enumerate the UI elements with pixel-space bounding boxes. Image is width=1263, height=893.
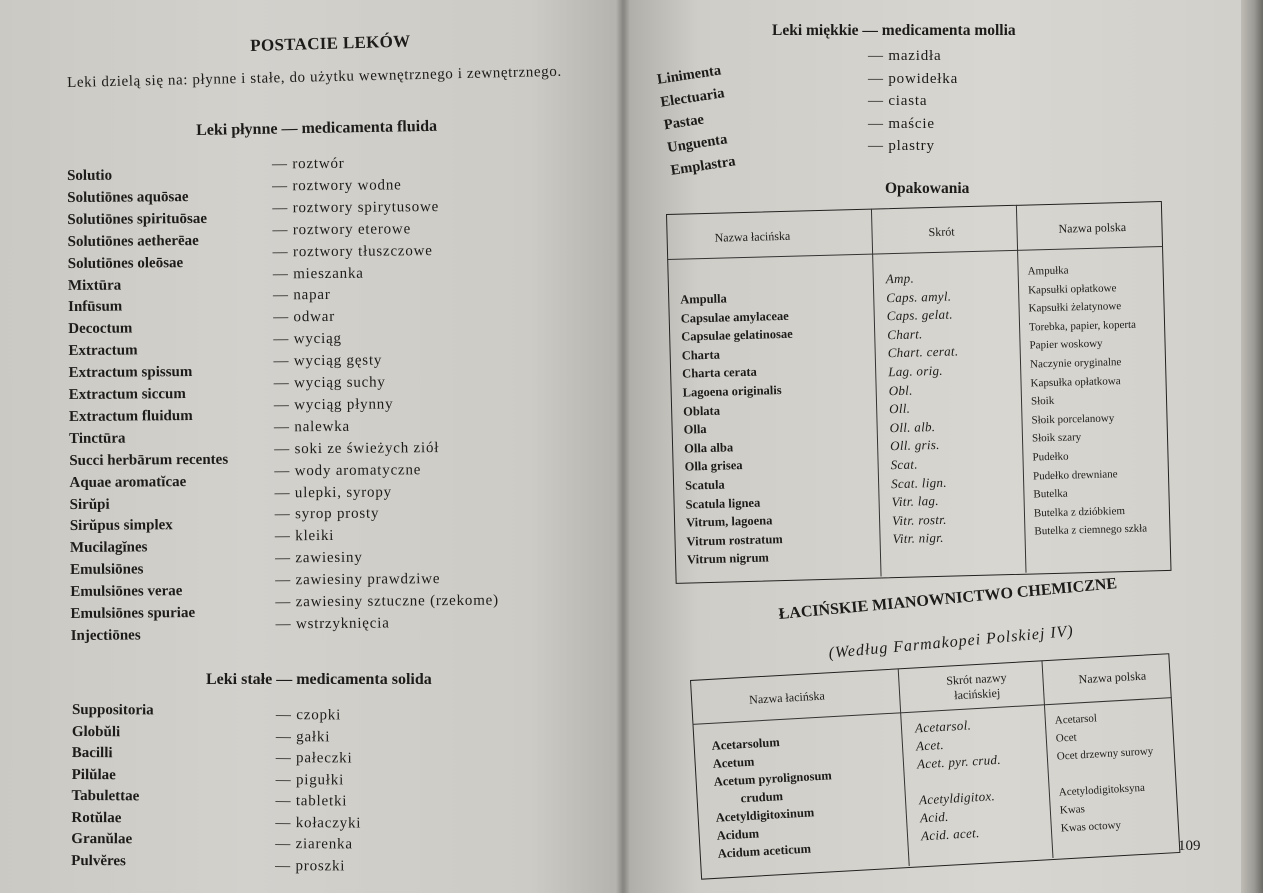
solid-polish-translation: — pigułki (275, 771, 345, 788)
chem-header-latin: Nazwa łacińska (748, 688, 826, 707)
packaging-abbr-cell: Chart. cerat. (887, 343, 959, 361)
fluid-latin-term: Sirŭpus simplex (69, 517, 173, 535)
solid-latin-term: Tabulettae (71, 787, 140, 805)
packaging-polish-cell: Pudełko drewniane (1032, 467, 1118, 483)
fluid-polish-translation: — roztwór (271, 155, 345, 173)
chem-polish-cell: Acetarsol (1054, 712, 1098, 727)
fluid-latin-term: Emulsiōnes verae (70, 583, 183, 601)
packaging-latin-cell: Olla grisea (684, 458, 743, 474)
solid-heading: Leki stałe — medicamenta solida (206, 671, 432, 688)
soft-latin-term: Unguenta (666, 131, 729, 157)
packaging-latin-cell: Olla alba (683, 440, 734, 456)
packaging-header-polish: Nazwa polska (1058, 219, 1127, 236)
packaging-abbr-cell: Caps. amyl. (886, 288, 952, 305)
fluid-heading: Leki płynne — medicamenta fluida (196, 117, 438, 139)
packaging-polish-cell: Słoik porcelanowy (1031, 412, 1115, 427)
packaging-polish-cell: Słoik szary (1031, 431, 1082, 445)
chem-polish-cell: Ocet (1055, 731, 1077, 745)
chem-latin-cell: Acidum (716, 826, 760, 843)
packaging-abbr-cell: Amp. (885, 270, 915, 287)
page-title: POSTACIE LEKÓW (250, 31, 411, 55)
solid-polish-translation: — kołaczyki (275, 814, 362, 832)
soft-polish-translation: — maście (868, 115, 935, 132)
solid-polish-translation: — tabletki (275, 793, 348, 810)
solid-polish-translation: — pałeczki (275, 750, 353, 767)
soft-latin-term: Linimenta (656, 62, 723, 88)
chem-latin-col (711, 730, 836, 862)
chem-latin-cell: Acetarsolum (711, 735, 781, 753)
packaging-table (666, 201, 1172, 584)
packaging-header-abbr: Skrót (928, 224, 955, 240)
packaging-polish-cell: Słoik (1030, 395, 1055, 408)
fluid-latin-term: Extractum spissum (68, 364, 193, 382)
solid-polish-translation: — gałki (275, 728, 331, 745)
packaging-abbr-cell: Scat. lign. (890, 474, 947, 491)
fluid-latin-term: Tinctūra (69, 430, 126, 447)
fluid-latin-term: Decoctum (68, 320, 133, 338)
packaging-abbr-cell: Caps. gelat. (886, 306, 953, 324)
chem-abbr-cell: Acet. (915, 736, 945, 754)
fluid-polish-translation: — napar (272, 287, 331, 304)
chem-table (690, 653, 1180, 879)
chem-abbr-cell: Acid. acet. (920, 825, 980, 844)
fluid-latin-term: Solutiōnes aquōsae (67, 188, 189, 206)
packaging-abbr-col (886, 268, 964, 549)
packaging-abbr-cell: Lag. orig. (888, 362, 944, 380)
fluid-polish-translation: — wyciąg (273, 331, 342, 348)
packaging-abbr-cell: Oll. alb. (889, 418, 936, 435)
packaging-latin-cell: Scatula (684, 477, 725, 493)
soft-latin-term: Electuaria (659, 85, 726, 111)
fluid-latin-term: Infūsum (68, 298, 123, 316)
chem-polish-cell: Kwas octowy (1060, 819, 1122, 835)
chem-header-polish: Nazwa polska (1078, 668, 1147, 687)
chem-latin-cell: Acetyldigitoxinum (715, 805, 815, 825)
packaging-polish-cell: Ampułka (1027, 264, 1069, 278)
left-page (0, 0, 624, 893)
packaging-abbr-cell: Obl. (888, 382, 913, 398)
chem-latin-cell: crudum (740, 789, 784, 806)
solid-latin-term: Granŭlae (71, 830, 133, 848)
fluid-latin-term: Extractum (68, 342, 138, 360)
soft-polish-translation: — mazidła (868, 48, 942, 64)
fluid-polish-translation: — syrop prosty (274, 505, 380, 523)
soft-polish-translation: — ciasta (868, 93, 928, 109)
packaging-latin-cell: Vitrum rostratum (686, 531, 783, 549)
fluid-latin-term: Solutiōnes spirituōsae (67, 210, 208, 228)
packaging-polish-cell: Kapsułki opłatkowe (1027, 281, 1117, 297)
soft-latin-term: Pastae (662, 111, 705, 134)
right-page (624, 0, 1241, 893)
solid-polish-translation: — czopki (275, 707, 342, 724)
fluid-polish-translation: — ulepki, syropy (274, 483, 392, 501)
packaging-header-latin: Nazwa łacińska (714, 228, 791, 245)
solid-latin-term: Pulvĕres (71, 852, 126, 869)
page-edges (1241, 0, 1263, 893)
packaging-polish-col (1027, 260, 1147, 542)
packaging-abbr-cell: Vitr. rostr. (891, 511, 947, 528)
solid-latin-term: Rotŭlae (71, 809, 122, 826)
packaging-abbr-cell: Vitr. nigr. (892, 530, 944, 547)
soft-polish-translation: — powidełka (868, 70, 959, 87)
packaging-latin-cell: Ampulla (680, 291, 727, 307)
packaging-latin-cell: Oblata (682, 403, 721, 419)
chem-latin-cell: Acetum pyrolignosum (713, 768, 833, 789)
fluid-latin-term: Aquae aromatĭcae (69, 473, 187, 491)
chem-polish-col (1054, 706, 1157, 837)
soft-latin-term: Emplastra (669, 153, 737, 179)
fluid-latin-term: Solutiōnes oleōsae (67, 254, 184, 272)
intro-text: Leki dzielą się na: płynne i stałe, do użytku wewnętrznego i zewnętrznego. (67, 63, 562, 91)
fluid-polish-translation: — zawiesiny (274, 549, 363, 567)
packaging-polish-cell: Butelka z dzióbkiem (1033, 504, 1126, 520)
packaging-latin-cell: Charta cerata (682, 365, 757, 382)
fluid-latin-term: Extractum fluidum (68, 407, 193, 425)
solid-polish-translation: — proszki (275, 857, 346, 874)
fluid-polish-translation: — odwar (273, 309, 336, 326)
packaging-abbr-cell: Oll. gris. (889, 437, 940, 454)
fluid-polish-translation: — roztwory wodne (272, 177, 402, 195)
fluid-polish-translation: — mieszanka (272, 265, 364, 282)
fluid-latin-term: Succi herbārum recentes (69, 451, 229, 469)
fluid-polish-translation: — roztwory eterowe (272, 220, 412, 239)
packaging-latin-cell: Lagoena originalis (682, 383, 782, 400)
solid-latin-term: Pilŭlae (71, 766, 116, 783)
packaging-latin-cell: Capsulae amylaceae (680, 308, 789, 326)
packaging-abbr-cell: Chart. (887, 326, 923, 343)
fluid-latin-term: Injectiōnes (70, 627, 141, 644)
packaging-latin-cell: Capsulae gelatinosae (681, 326, 793, 344)
chem-subheading: (Według Farmakopei Polskiej IV) (828, 622, 1075, 662)
fluid-latin-term: Solutiōnes aetherēae (67, 232, 199, 250)
fluid-polish-translation: — soki ze świeżych ziół (274, 439, 440, 458)
chem-abbr-cell: Acetyldigitox. (918, 788, 996, 808)
solid-latin-term: Globŭli (71, 723, 121, 740)
fluid-polish-translation: — nalewka (273, 418, 351, 436)
fluid-polish-translation: — zawiesiny prawdziwe (275, 571, 441, 589)
packaging-polish-cell: Butelka (1033, 487, 1068, 501)
packaging-polish-cell: Butelka z ciemnego szkła (1034, 522, 1148, 538)
packaging-latin-col (680, 288, 799, 570)
chem-abbr-cell: Acid. (919, 808, 950, 826)
chem-abbr-cell: Acet. pyr. crud. (916, 751, 1002, 772)
chem-latin-cell: Acidum aceticum (717, 841, 812, 861)
fluid-polish-translation: — zawiesiny sztuczne (rzekome) (275, 592, 499, 611)
packaging-abbr-cell: Vitr. lag. (891, 493, 939, 510)
chem-latin-cell: Acetum (712, 754, 755, 771)
book-gutter (616, 0, 630, 893)
packaging-polish-cell: Naczynie oryginalne (1029, 356, 1122, 371)
fluid-polish-translation: — roztwory spirytusowe (272, 198, 440, 217)
soft-polish-translation: — plastry (868, 138, 935, 154)
fluid-latin-term: Extractum siccum (68, 386, 186, 403)
fluid-polish-translation: — wyciąg płynny (273, 396, 394, 414)
fluid-latin-term: Mixtūra (67, 277, 122, 294)
packaging-latin-cell: Vitrum, lagoena (685, 513, 773, 530)
packaging-polish-cell: Kapsułki żelatynowe (1028, 300, 1122, 315)
packaging-polish-cell: Kapsułka opłatkowa (1030, 374, 1121, 390)
solid-latin-term: Suppositoria (71, 702, 154, 719)
packaging-latin-cell: Vitrum nigrum (686, 550, 770, 567)
packaging-polish-cell: Torebka, papier, koperta (1028, 318, 1137, 334)
packaging-heading: Opakowania (885, 180, 970, 197)
fluid-polish-translation: — wody aromatyczne (274, 461, 422, 479)
page-number: 109 (1178, 838, 1201, 854)
fluid-polish-translation: — wyciąg suchy (273, 374, 386, 392)
packaging-abbr-cell: Oll. (888, 400, 911, 417)
packaging-polish-cell: Papier woskowy (1029, 337, 1103, 352)
chem-polish-cell: Kwas (1059, 803, 1086, 817)
fluid-polish-translation: — kleiki (274, 528, 335, 545)
fluid-polish-translation: — wyciąg gęsty (273, 352, 383, 370)
packaging-polish-cell: Pudełko (1032, 450, 1069, 464)
chem-header-abbr: Skrót nazwy łacińskiej (945, 670, 1007, 703)
chem-heading: ŁACIŃSKIE MIANOWNICTWO CHEMICZNE (778, 575, 1118, 623)
chem-abbr-cell: Acetarsol. (914, 717, 972, 736)
soft-heading: Leki miękkie — medicamenta mollia (772, 22, 1016, 39)
fluid-polish-translation: — wstrzyknięcia (275, 615, 390, 633)
chem-polish-cell: Ocet drzewny surowy (1056, 745, 1154, 763)
fluid-polish-translation: — roztwory tłuszczowe (272, 242, 433, 260)
chem-polish-cell: Acetylodigitoksyna (1058, 781, 1146, 799)
chem-abbr-col (915, 715, 1006, 845)
solid-latin-term: Bacilli (71, 744, 113, 762)
fluid-latin-term: Solutio (66, 167, 113, 184)
packaging-latin-cell: Charta (681, 347, 721, 363)
packaging-latin-cell: Scatula lignea (685, 495, 761, 512)
packaging-abbr-cell: Scat. (890, 456, 918, 473)
fluid-latin-term: Emulsiōnes spuriae (70, 605, 196, 622)
fluid-latin-term: Mucilagĭnes (69, 539, 148, 557)
fluid-latin-term: Emulsiōnes (70, 561, 144, 579)
solid-polish-translation: — ziarenka (275, 836, 353, 853)
fluid-latin-term: Sirŭpi (69, 496, 110, 513)
packaging-latin-cell: Olla (683, 422, 707, 437)
